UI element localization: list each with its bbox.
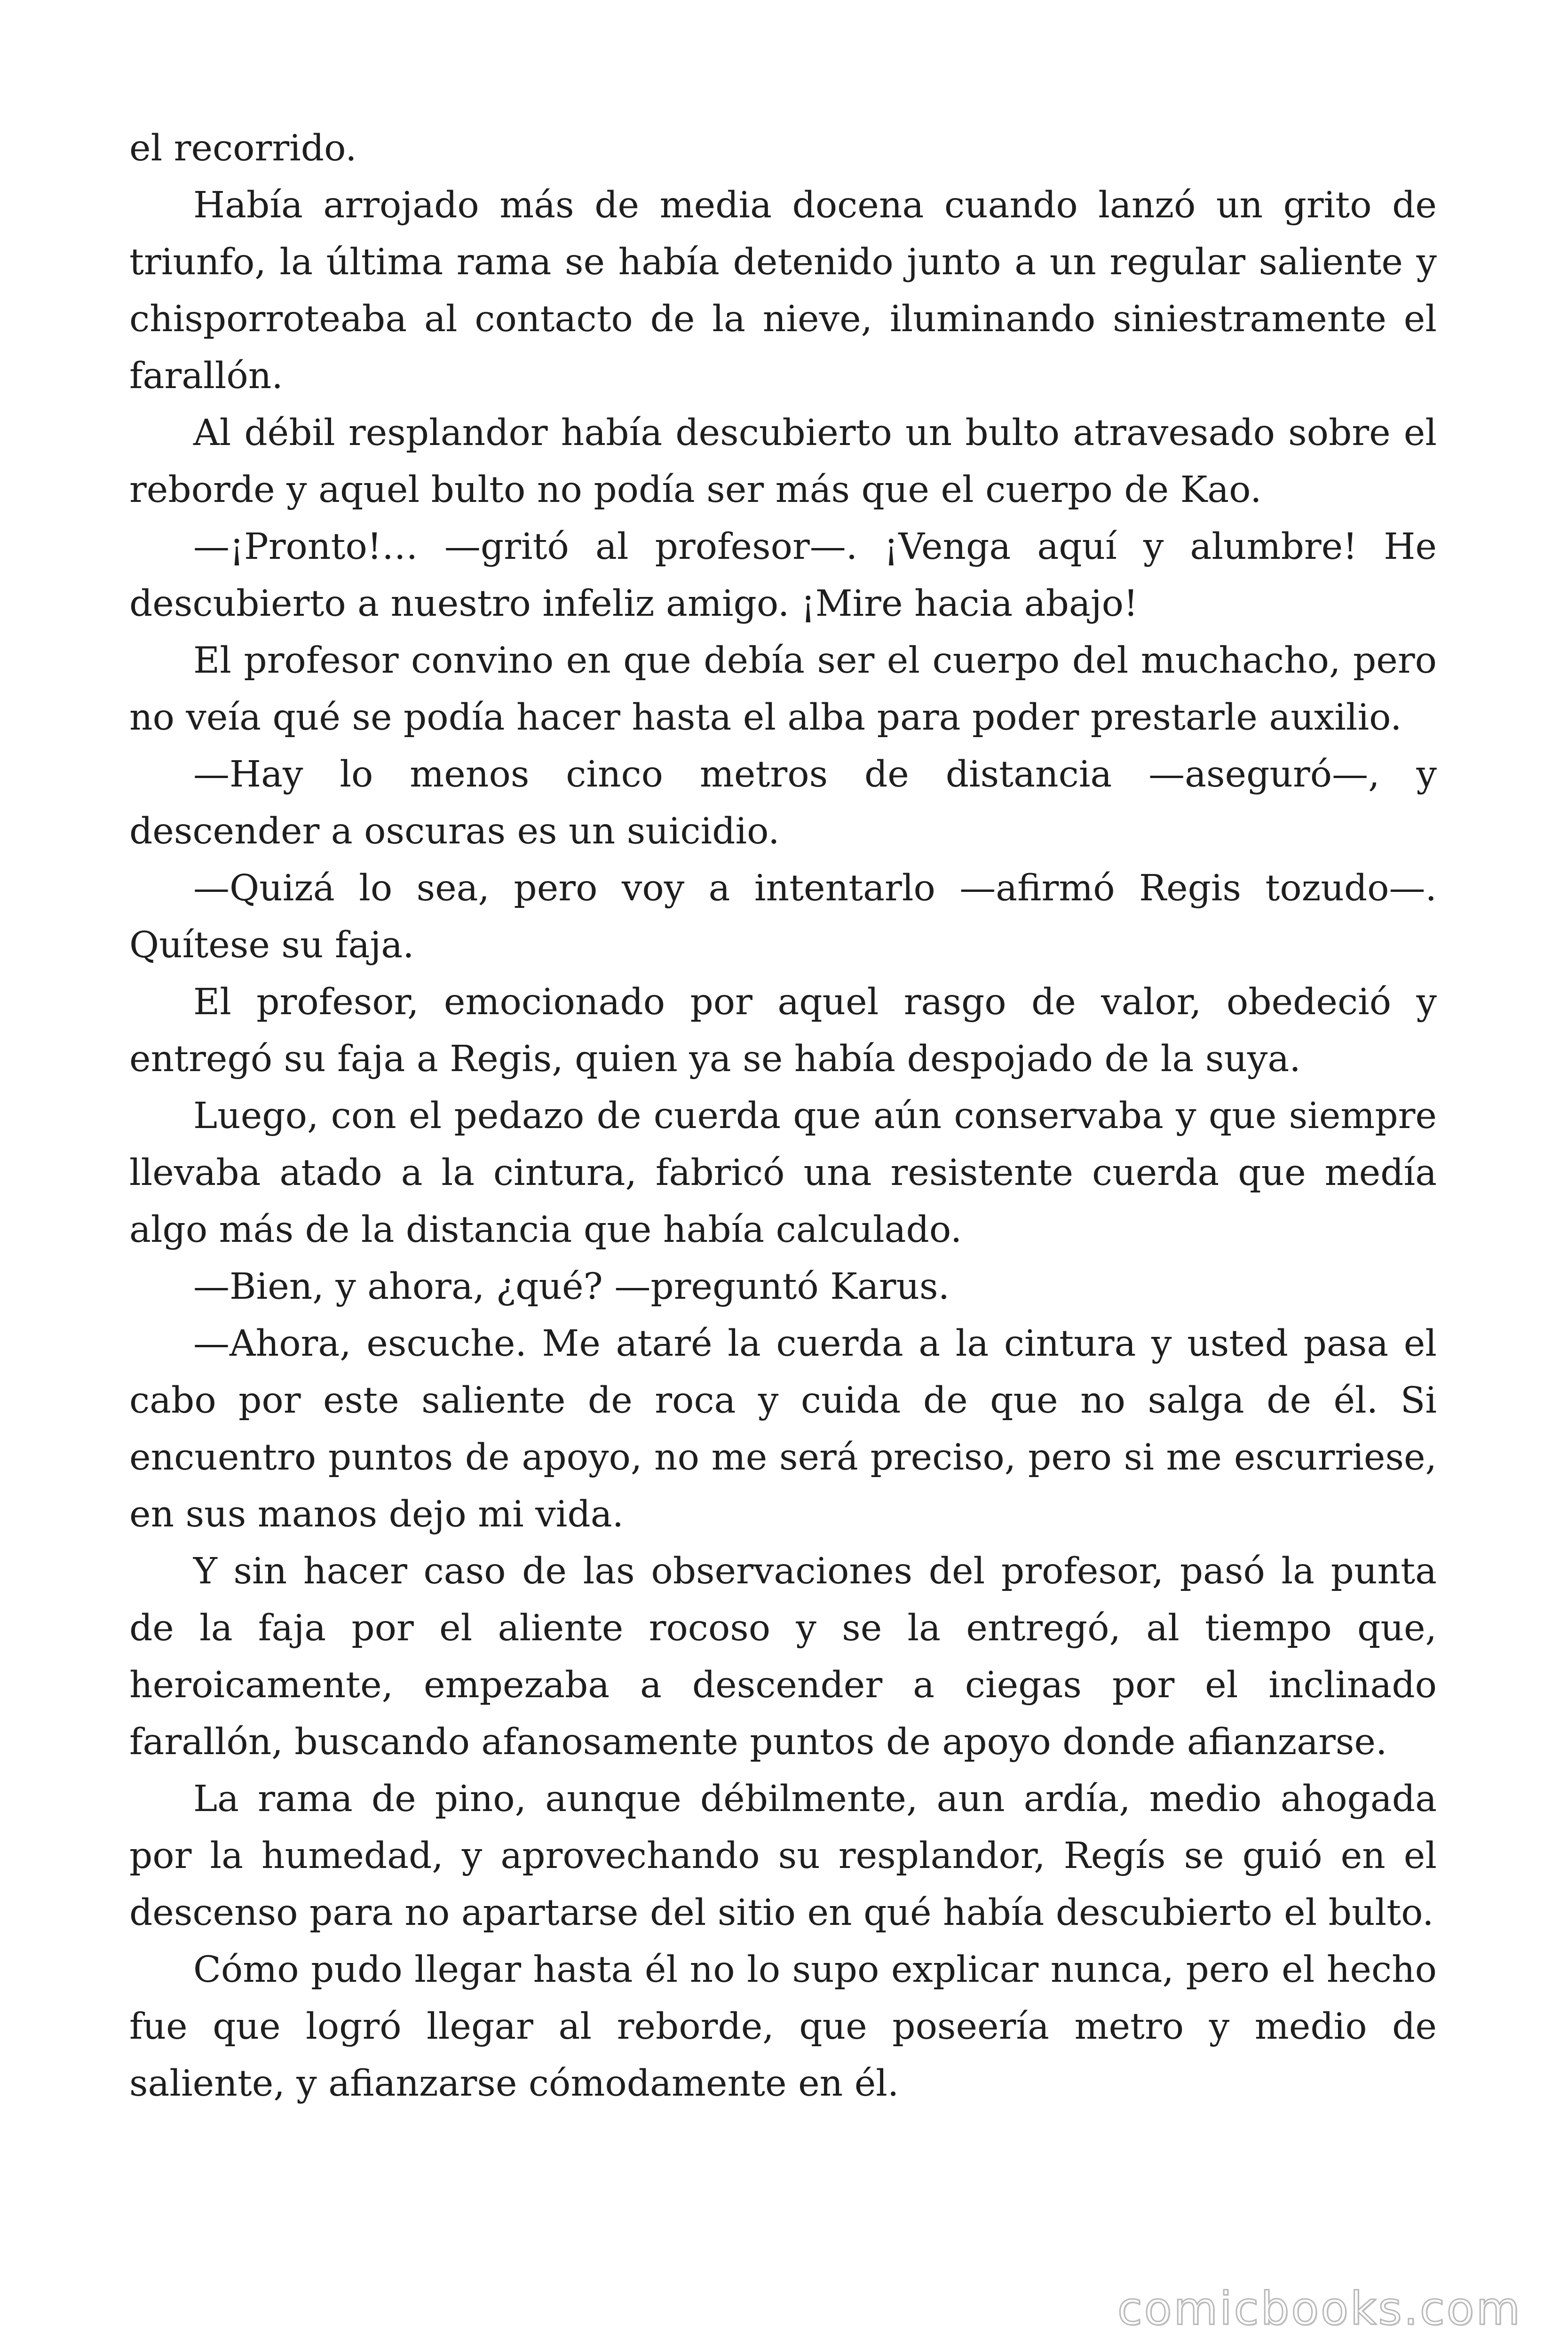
watermark: comicbooks.com <box>1117 2282 1522 2335</box>
paragraph: Al débil resplandor había descubierto un bulto atravesado sobre el reborde y aquel bulto no podía ser más que el cuerpo de Kao. <box>129 412 1437 511</box>
paragraph: Luego, con el pedazo de cuerda que aún conservaba y que siempre llevaba atado a la cintura, fabricó una resistente cuerda que medía algo más de la distancia que había calculado. <box>129 1095 1437 1251</box>
paragraph: Y sin hacer caso de las observaciones del profesor, pasó la punta de la faja por el aliente rocoso y se la entregó, al tiempo que, heroicamente, empezaba a descender a ciegas por el inclinado farallón, buscando afanosamente puntos de apoyo donde afianzarse. <box>129 1550 1437 1763</box>
paragraph: —Quizá lo sea, pero voy a intentarlo —afirmó Regis tozudo—. Quítese su faja. <box>129 867 1437 966</box>
paragraph: —¡Pronto!… —gritó al profesor—. ¡Venga aquí y alumbre! He descubierto a nuestro infeliz amigo. ¡Mire hacia abajo! <box>129 526 1437 625</box>
page-body <box>129 120 1437 2112</box>
paragraph: —Bien, y ahora, ¿qué? —preguntó Karus. <box>193 1266 950 1308</box>
paragraph: Había arrojado más de media docena cuando lanzó un grito de triunfo, la última rama se había detenido junto a un regular saliente y chisporroteaba al contacto de la nieve, iluminando siniestramente el farallón. <box>129 184 1437 397</box>
paragraph: La rama de pino, aunque débilmente, aun ardía, medio ahogada por la humedad, y aprovechando su resplandor, Regís se guió en el descenso para no apartarse del sitio en qué había descubierto el bulto. <box>129 1778 1437 1934</box>
paragraph: El profesor convino en que debía ser el cuerpo del muchacho, pero no veía qué se podía hacer hasta el alba para poder prestarle auxilio. <box>129 640 1437 739</box>
paragraph: el recorrido. <box>129 127 357 169</box>
paragraph: —Ahora, escuche. Me ataré la cuerda a la cintura y usted pasa el cabo por este saliente de roca y cuida de que no salga de él. Si encuentro puntos de apoyo, no me será preciso, pero si me escurriese, en sus manos dejo mi vida. <box>129 1323 1437 1535</box>
paragraph: Cómo pudo llegar hasta él no lo supo explicar nunca, pero el hecho fue que logró llegar al reborde, que poseería metro y medio de saliente, y afianzarse cómodamente en él. <box>129 1949 1437 2105</box>
paragraph: El profesor, emocionado por aquel rasgo de valor, obedeció y entregó su faja a Regis, quien ya se había despojado de la suya. <box>129 981 1437 1080</box>
paragraph: —Hay lo menos cinco metros de distancia —aseguró—, y descender a oscuras es un suicidio. <box>129 754 1437 852</box>
